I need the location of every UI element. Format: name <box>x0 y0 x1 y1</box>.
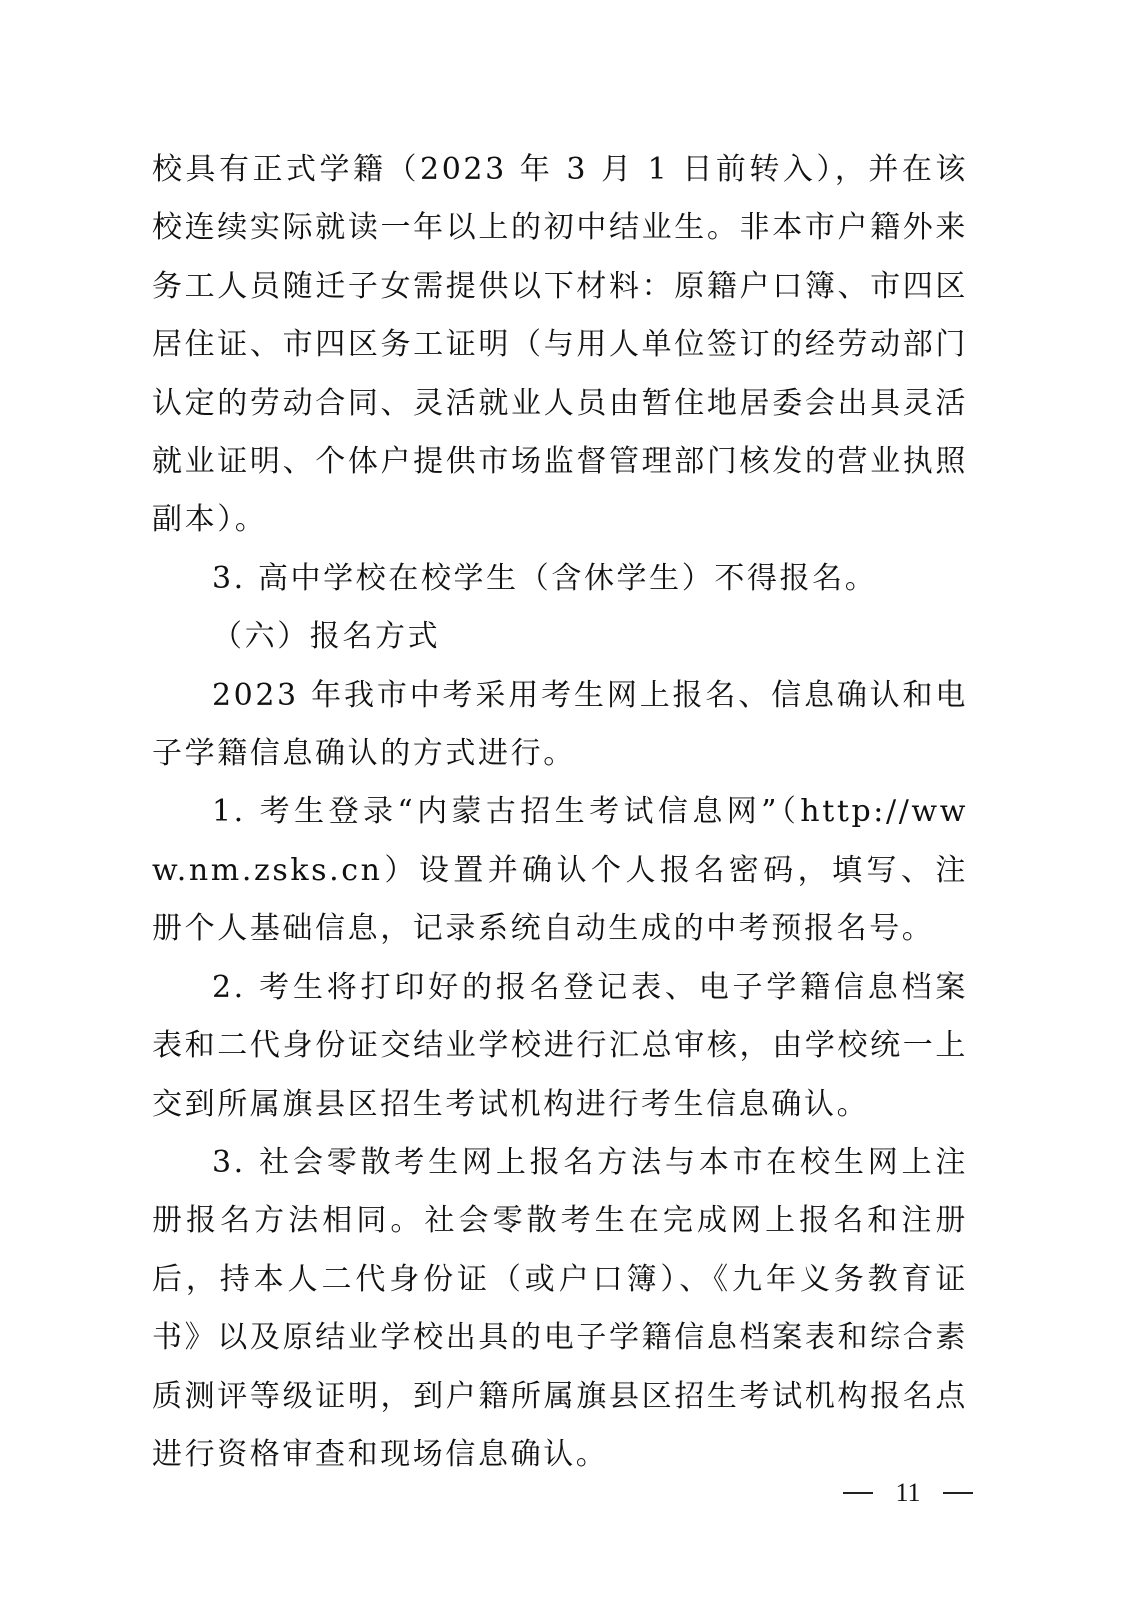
paragraph-item-3-enrolled-students: 3. 高中学校在校学生（含休学生）不得报名。 <box>212 560 878 596</box>
right-dash-decoration <box>943 1492 973 1494</box>
left-dash-decoration <box>843 1492 873 1494</box>
paragraph-step-1-online-login: 1. 考生登录“内蒙古招生考试信息网”（http://www.nm.zsks.cn）设置并确认个人报名密码，填写、注册个人基础信息，记录系统自动生成的中考预报名号。 <box>152 794 968 947</box>
paragraph-registration-overview: 2023 年我市中考采用考生网上报名、信息确认和电子学籍信息确认的方式进行。 <box>152 677 968 772</box>
paragraph-continuation: 校具有正式学籍（2023 年 3 月 1 日前转入），并在该校连续实际就读一年以上的初中结业生。非本市户籍外来务工人员随迁子女需提供以下材料：原籍户口簿、市四区居住证、市四区务工证明（与用人单位签订的经劳动部门认定的劳动合同、灵活就业人员由暂住地居委会出具灵活就业证明、个体户提供市场监督管理部门核发的营业执照副本）。 <box>152 152 968 538</box>
paragraph-step-2-submit-materials: 2. 考生将打印好的报名登记表、电子学籍信息档案表和二代身份证交结业学校进行汇总审核，由学校统一上交到所属旗县区招生考试机构进行考生信息确认。 <box>152 969 968 1122</box>
page-footer <box>843 1473 973 1513</box>
paragraph-step-3-social-candidates: 3. 社会零散考生网上报名方法与本市在校生网上注册报名方法相同。社会零散考生在完成网上报名和注册后，持本人二代身份证（或户口簿）、《九年义务教育证书》以及原结业学校出具的电子学籍信息档案表和综合素质测评等级证明，到户籍所属旗县区招生考试机构报名点进行资格审查和现场信息确认。 <box>152 1144 968 1472</box>
body-text <box>152 141 968 1484</box>
section-heading-registration-method: （六）报名方式 <box>212 619 441 655</box>
page-number: 11 <box>895 1478 921 1507</box>
